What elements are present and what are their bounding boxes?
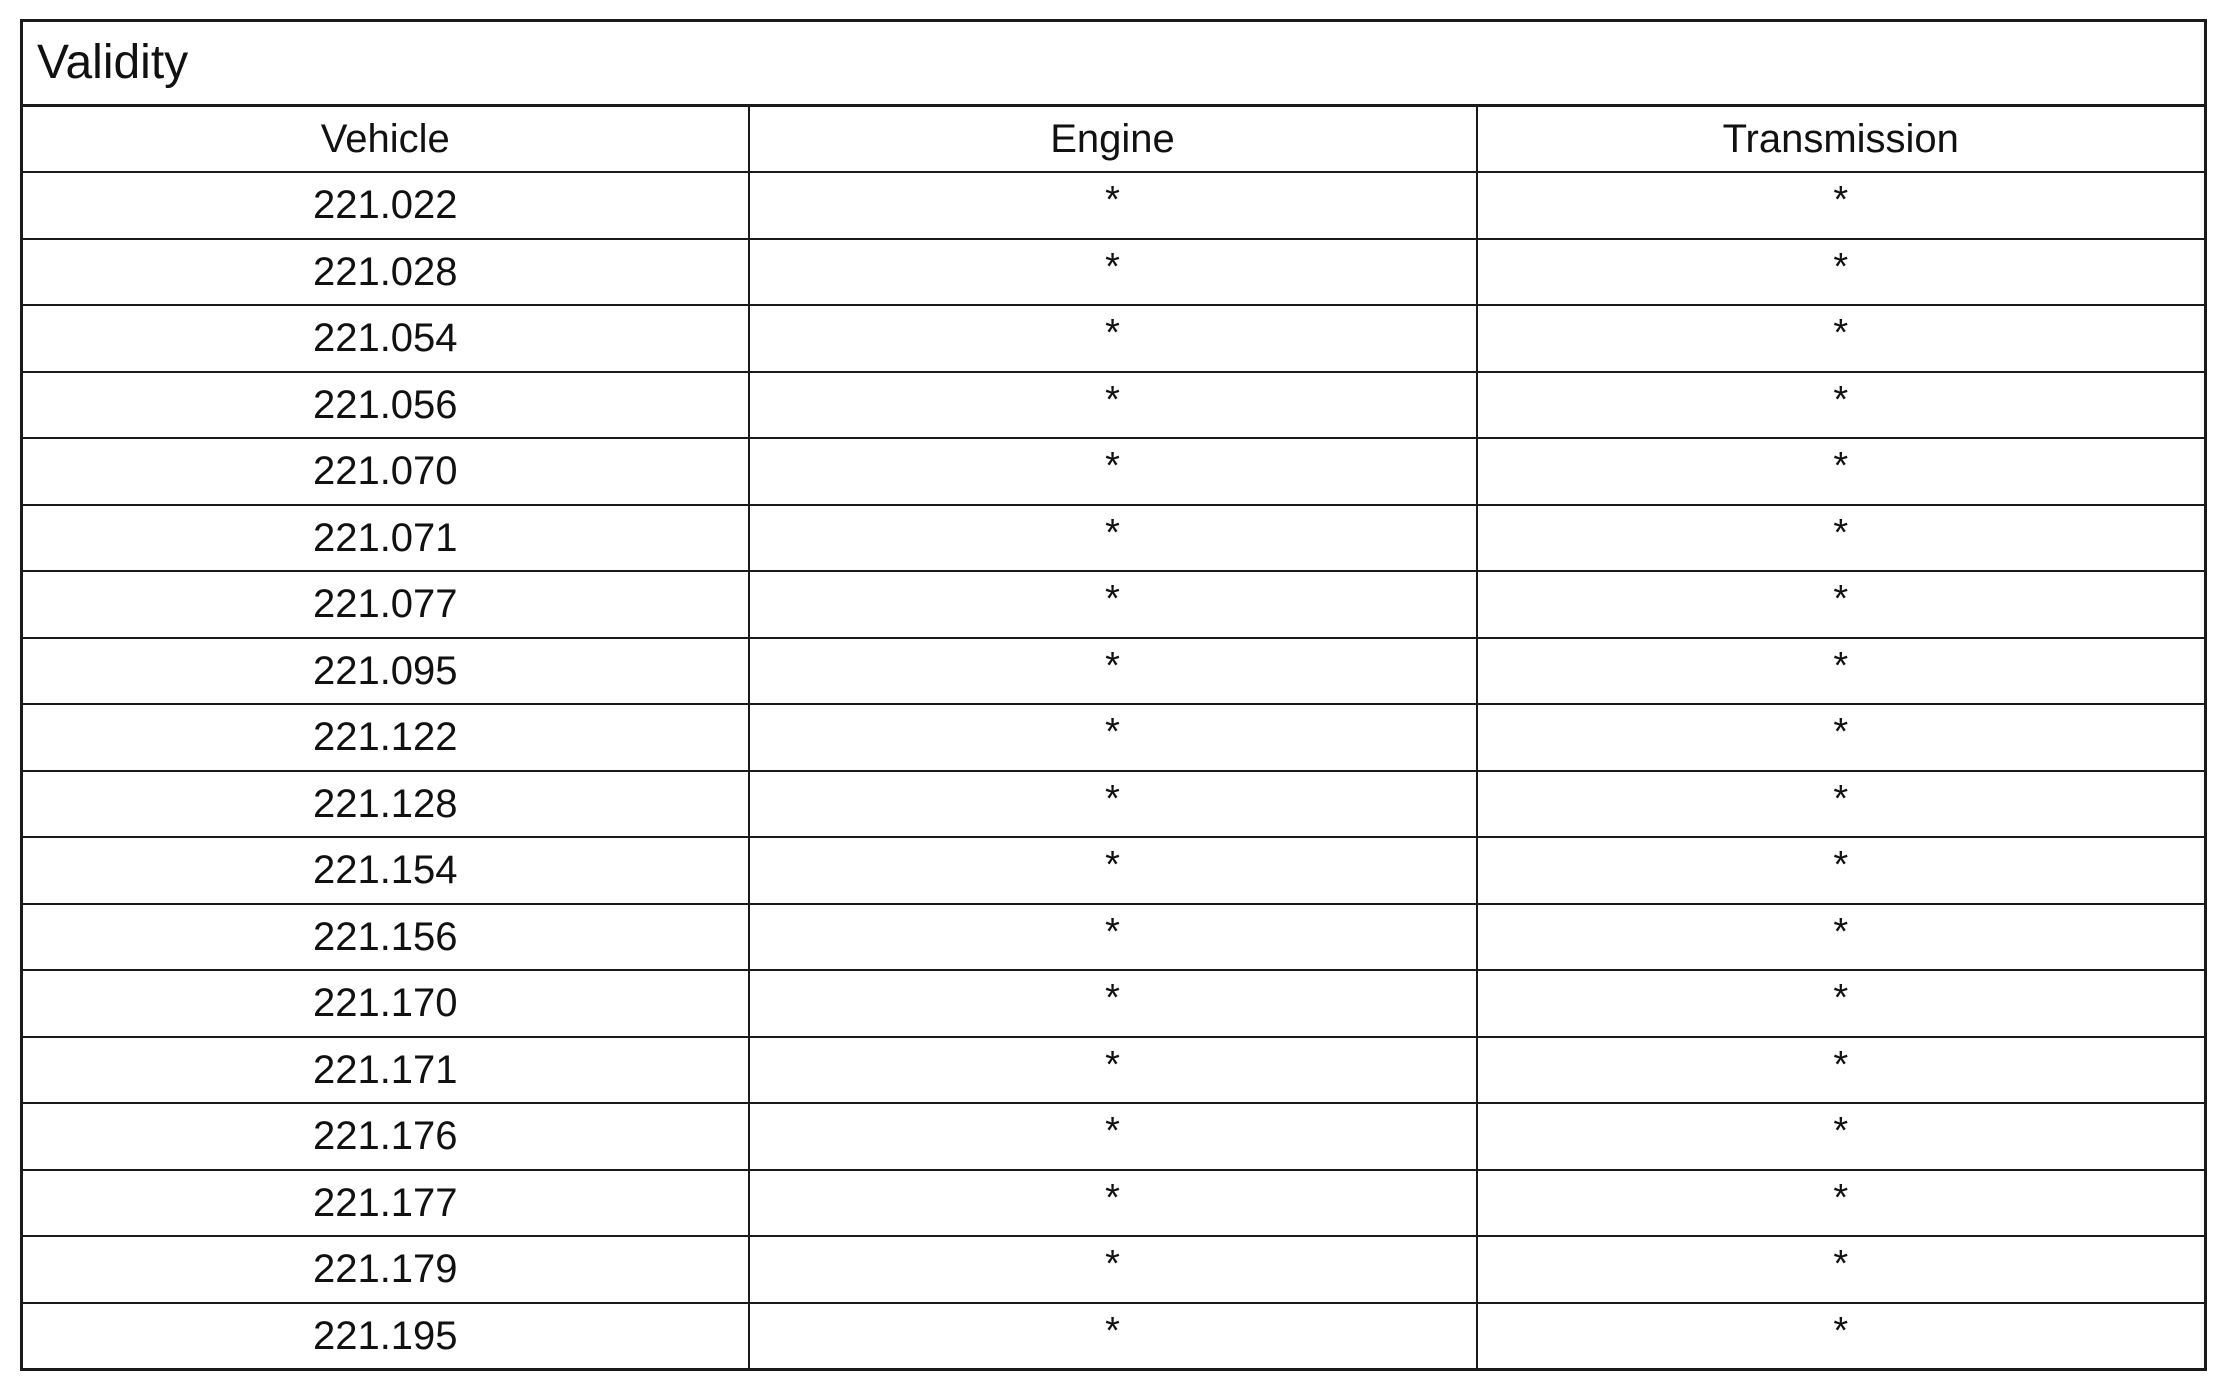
- validity-marker: *: [1833, 1243, 1849, 1286]
- vehicle-cell: [22, 771, 749, 838]
- column-header-vehicle: Vehicle: [22, 106, 749, 173]
- vehicle-code: 221.077: [312, 582, 458, 627]
- vehicle-cell: [22, 1037, 749, 1104]
- vehicle-code: 221.095: [312, 648, 458, 693]
- vehicle-code: 221.070: [312, 449, 458, 494]
- vehicle-code: 221.156: [312, 914, 458, 959]
- table-row: [22, 638, 2206, 705]
- table-row: [22, 837, 2206, 904]
- transmission-cell: [1477, 571, 2206, 638]
- transmission-cell: [1477, 305, 2206, 372]
- validity-marker: *: [1833, 312, 1849, 355]
- transmission-cell: [1477, 172, 2206, 239]
- validity-marker: *: [1105, 644, 1120, 687]
- vehicle-cell: [22, 1303, 749, 1370]
- table-body: [22, 21, 2206, 1370]
- table-row: [22, 1236, 2206, 1303]
- validity-marker: *: [1105, 1176, 1120, 1219]
- title-row: [22, 21, 2206, 106]
- table-row: [22, 1103, 2206, 1170]
- validity-marker: *: [1105, 1043, 1120, 1086]
- engine-cell: [749, 904, 1477, 971]
- transmission-cell: [1477, 970, 2206, 1037]
- validity-marker: *: [1833, 844, 1849, 887]
- column-header-transmission: Transmission: [1477, 106, 2206, 173]
- vehicle-cell: [22, 1236, 749, 1303]
- vehicle-cell: [22, 571, 749, 638]
- vehicle-cell: [22, 638, 749, 705]
- engine-cell: [749, 172, 1477, 239]
- validity-marker: *: [1105, 977, 1120, 1020]
- validity-marker: *: [1833, 245, 1849, 288]
- vehicle-cell: [22, 239, 749, 306]
- vehicle-code: 221.022: [312, 183, 458, 228]
- engine-cell: [749, 771, 1477, 838]
- engine-cell: [749, 970, 1477, 1037]
- engine-cell: [749, 837, 1477, 904]
- engine-cell: [749, 372, 1477, 439]
- transmission-cell: [1477, 1103, 2206, 1170]
- validity-marker: *: [1833, 179, 1849, 222]
- column-header-engine: Engine: [749, 106, 1477, 173]
- table-row: [22, 704, 2206, 771]
- validity-marker: *: [1105, 179, 1120, 222]
- validity-marker: *: [1833, 1043, 1849, 1086]
- vehicle-cell: [22, 704, 749, 771]
- validity-marker: *: [1833, 445, 1849, 488]
- validity-marker: *: [1105, 1110, 1120, 1153]
- vehicle-code: 221.122: [312, 715, 458, 760]
- vehicle-cell: [22, 1103, 749, 1170]
- engine-cell: [749, 505, 1477, 572]
- vehicle-code: 221.028: [312, 249, 458, 294]
- table-row: [22, 571, 2206, 638]
- table-row: [22, 1303, 2206, 1370]
- validity-marker: *: [1105, 1243, 1120, 1286]
- validity-marker: *: [1833, 1110, 1849, 1153]
- validity-marker: *: [1105, 844, 1120, 887]
- transmission-cell: [1477, 372, 2206, 439]
- validity-marker: *: [1105, 910, 1120, 953]
- vehicle-code: 221.071: [312, 515, 458, 560]
- vehicle-code: 221.179: [312, 1247, 458, 1292]
- vehicle-code: 221.176: [312, 1114, 458, 1159]
- validity-marker: *: [1833, 511, 1849, 554]
- validity-marker: *: [1833, 578, 1849, 621]
- validity-marker: *: [1105, 245, 1120, 288]
- validity-marker: *: [1105, 445, 1120, 488]
- transmission-cell: [1477, 638, 2206, 705]
- vehicle-code: 221.171: [312, 1047, 458, 1092]
- vehicle-code: 221.195: [312, 1313, 458, 1358]
- table-row: [22, 438, 2206, 505]
- table-row: [22, 1037, 2206, 1104]
- vehicle-cell: [22, 904, 749, 971]
- vehicle-code: 221.056: [312, 382, 458, 427]
- validity-marker: *: [1833, 1309, 1849, 1352]
- engine-cell: [749, 1103, 1477, 1170]
- vehicle-cell: [22, 505, 749, 572]
- validity-marker: *: [1105, 378, 1120, 421]
- validity-marker: *: [1833, 644, 1849, 687]
- vehicle-code: 221.128: [312, 781, 458, 826]
- validity-marker: *: [1105, 511, 1120, 554]
- engine-cell: [749, 1037, 1477, 1104]
- transmission-cell: [1477, 239, 2206, 306]
- table-row: [22, 239, 2206, 306]
- transmission-cell: [1477, 1037, 2206, 1104]
- validity-table: [20, 19, 2207, 1371]
- transmission-cell: [1477, 1236, 2206, 1303]
- validity-marker: *: [1833, 378, 1849, 421]
- vehicle-cell: [22, 1170, 749, 1237]
- transmission-cell: [1477, 904, 2206, 971]
- engine-cell: [749, 1170, 1477, 1237]
- vehicle-code: 221.154: [312, 848, 458, 893]
- vehicle-cell: [22, 305, 749, 372]
- vehicle-code: 221.177: [312, 1180, 458, 1225]
- table-title: Validity: [22, 21, 2206, 106]
- engine-cell: [749, 305, 1477, 372]
- table-row: [22, 372, 2206, 439]
- table-row: [22, 172, 2206, 239]
- engine-cell: [749, 438, 1477, 505]
- table-row: [22, 970, 2206, 1037]
- validity-marker: *: [1105, 777, 1120, 820]
- table-row: [22, 1170, 2206, 1237]
- vehicle-code: 221.054: [312, 316, 458, 361]
- validity-marker: *: [1833, 711, 1849, 754]
- validity-marker: *: [1105, 711, 1120, 754]
- engine-cell: [749, 571, 1477, 638]
- vehicle-cell: [22, 372, 749, 439]
- vehicle-cell: [22, 172, 749, 239]
- table-row: [22, 305, 2206, 372]
- validity-marker: *: [1833, 777, 1849, 820]
- engine-cell: [749, 638, 1477, 705]
- table-row: [22, 904, 2206, 971]
- vehicle-cell: [22, 438, 749, 505]
- vehicle-cell: [22, 970, 749, 1037]
- transmission-cell: [1477, 771, 2206, 838]
- validity-marker: *: [1833, 977, 1849, 1020]
- table-row: [22, 771, 2206, 838]
- validity-marker: *: [1105, 1309, 1120, 1352]
- header-row: [22, 106, 2206, 173]
- validity-marker: *: [1833, 1176, 1849, 1219]
- transmission-cell: [1477, 1170, 2206, 1237]
- vehicle-cell: [22, 837, 749, 904]
- transmission-cell: [1477, 704, 2206, 771]
- engine-cell: [749, 239, 1477, 306]
- engine-cell: [749, 704, 1477, 771]
- table-row: [22, 505, 2206, 572]
- transmission-cell: [1477, 505, 2206, 572]
- transmission-cell: [1477, 438, 2206, 505]
- validity-marker: *: [1833, 910, 1849, 953]
- engine-cell: [749, 1303, 1477, 1370]
- transmission-cell: [1477, 837, 2206, 904]
- validity-marker: *: [1105, 578, 1120, 621]
- transmission-cell: [1477, 1303, 2206, 1370]
- vehicle-code: 221.170: [312, 981, 458, 1026]
- validity-marker: *: [1105, 312, 1120, 355]
- engine-cell: [749, 1236, 1477, 1303]
